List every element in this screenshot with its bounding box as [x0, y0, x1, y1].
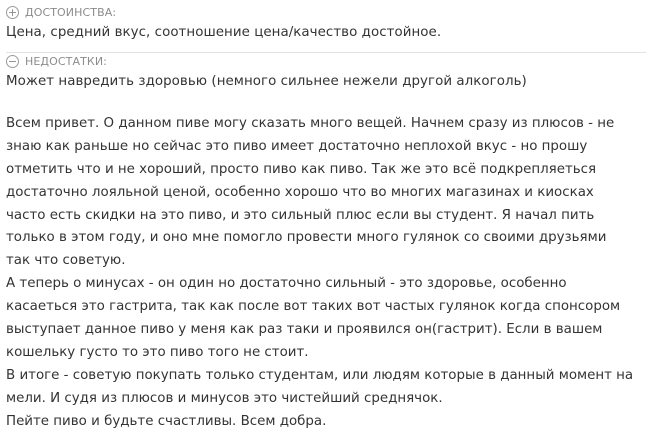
- cons-text: Может навредить здоровью (немного сильнее нежели другой алкоголь): [6, 74, 527, 89]
- review-body: [6, 113, 646, 433]
- review-line: Всем привет. О данном пиве могу сказать много вещей. Начнем сразу из плюсов - не: [6, 116, 615, 131]
- review-line: знаю как раньше но сейчас это пиво имеет достаточно неплохой вкус - но прошу: [6, 138, 588, 154]
- review-line: достаточно лояльной ценой, особенно хорошо что во многих магазинах и киосках: [6, 184, 594, 200]
- cons-section: [6, 52, 646, 89]
- review-line: Пейте пиво и будьте счастливы. Всем добра.: [6, 413, 327, 429]
- review-line: отметить что и не хороший, просто пиво как пиво. Так же это всё подкрепляеться: [6, 161, 597, 177]
- review-line: так что советую.: [6, 253, 126, 269]
- review-line: А теперь о минусах - он один но достаточно сильный - это здоровье, особенно: [6, 276, 567, 292]
- cons-title: НЕДОСТАТКИ:: [25, 54, 107, 68]
- review-line: мели. И судя из плюсов и минусов это чистейший среднячок.: [6, 390, 443, 406]
- pros-title: ДОСТОИНСТВА:: [25, 5, 117, 19]
- review-line: В итоге - советую покупать только студентам, или людям которые в данный момент на: [6, 367, 634, 383]
- review-line: только в этом году, и оно мне помогло провести много гулянок со своими друзьями: [6, 230, 607, 246]
- pros-header: [6, 4, 646, 20]
- pros-text: Цена, средний вкус, соотношение цена/качество достойное.: [6, 25, 442, 40]
- review-line: кошельку густо то это пиво того не стоит.: [6, 344, 309, 360]
- review-line: часто есть скидки на это пиво, и это сильный плюс если вы студент. Я начал пить: [6, 207, 595, 223]
- minus-icon: −: [7, 54, 18, 68]
- cons-header: [6, 52, 646, 69]
- pros-section: [6, 4, 646, 40]
- plus-icon: +: [7, 5, 18, 19]
- review-line: выступает данное пиво у меня как раз таки и проявился он(гастрит). Если в вашем: [6, 322, 603, 338]
- review-line: касаеться это гастрита, так как после вот таких вот частых гулянок когда спонсором: [6, 299, 621, 315]
